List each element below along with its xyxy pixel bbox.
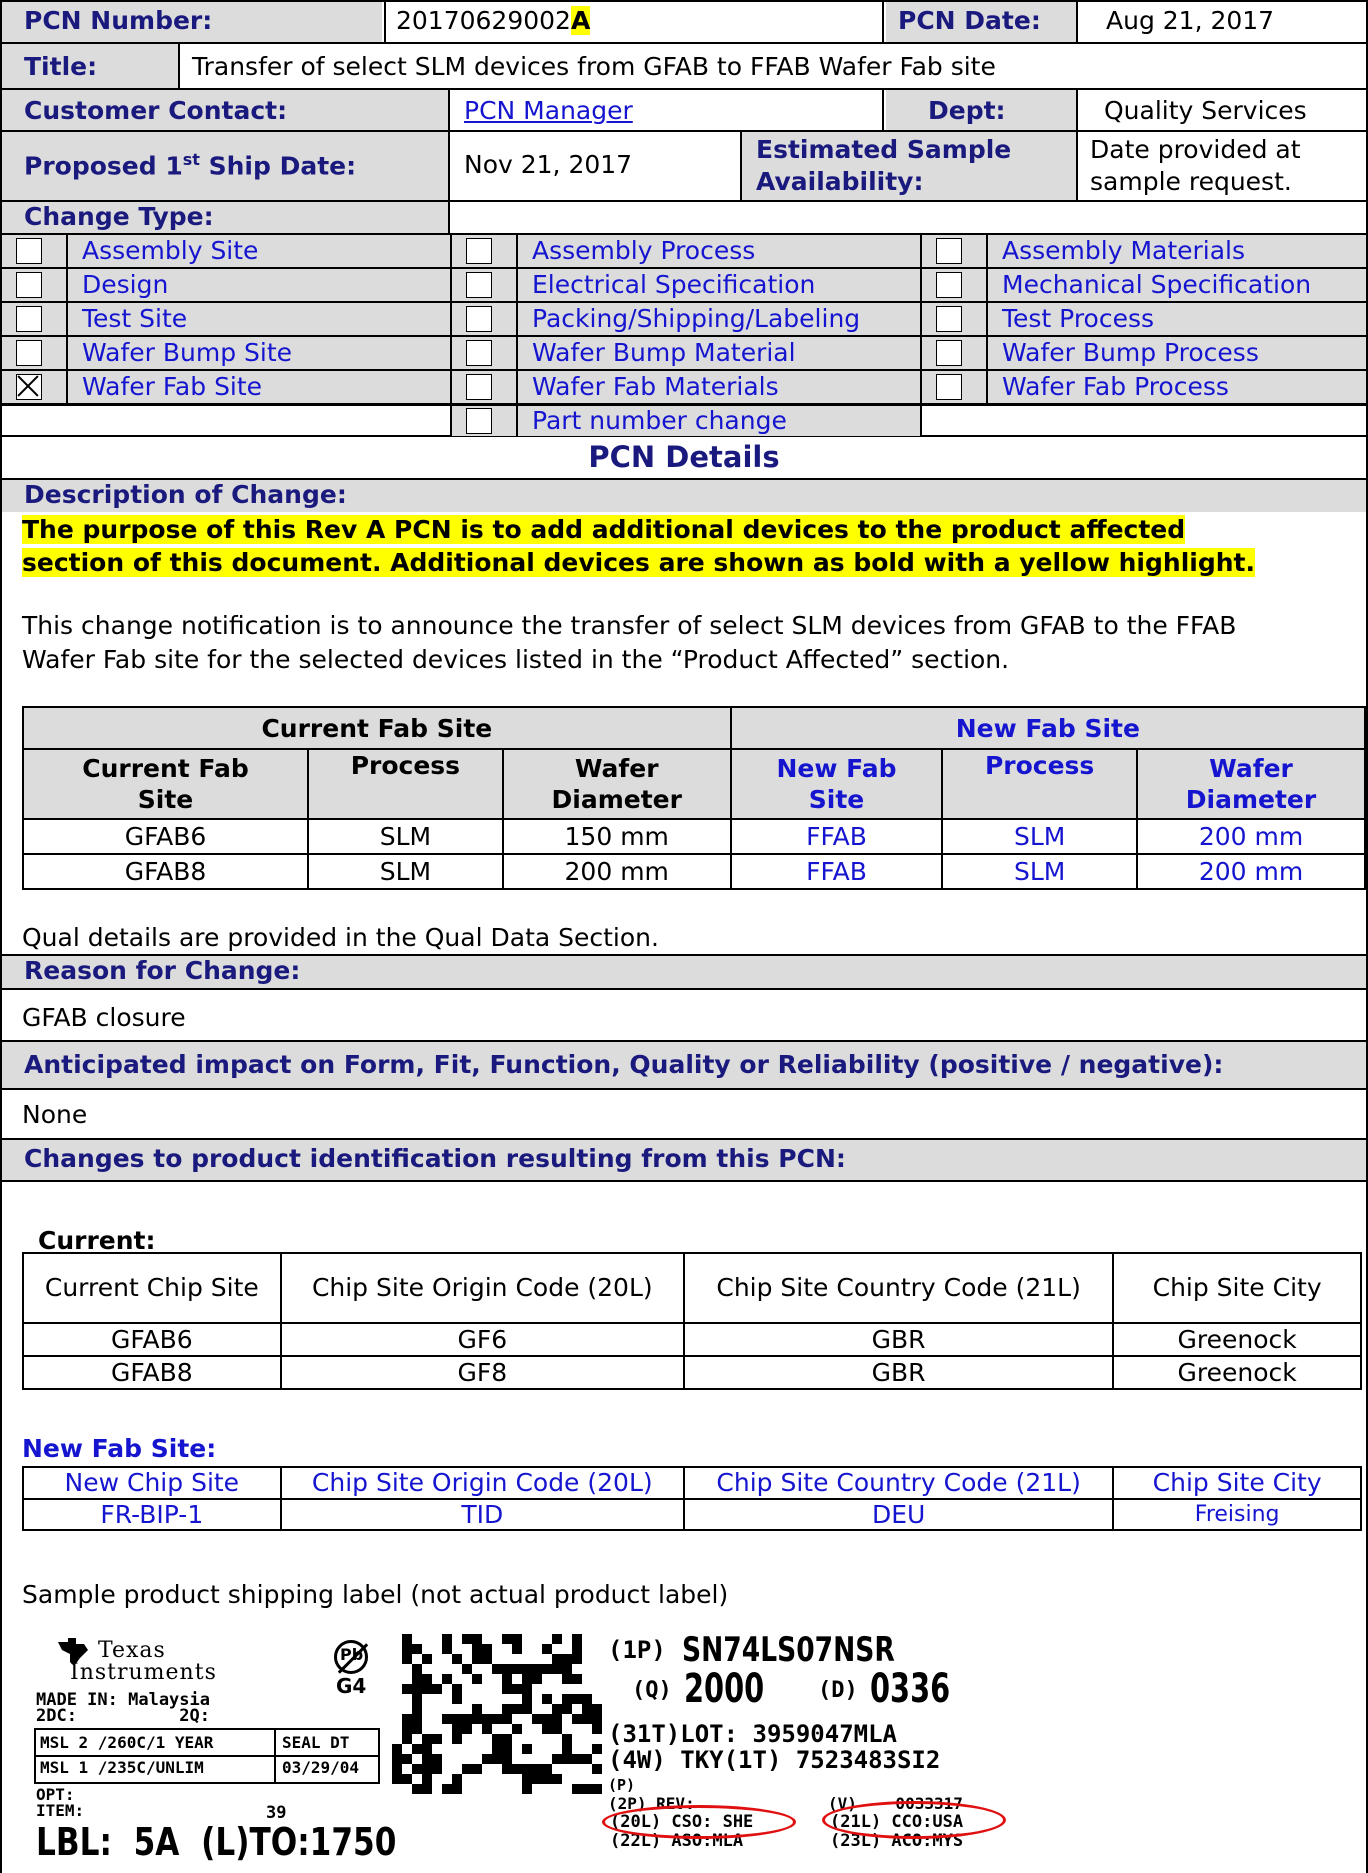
divider — [0, 1180, 1368, 1182]
table-header: Chip Site City — [1113, 1467, 1361, 1499]
ship-date-value: Nov 21, 2017 — [450, 132, 742, 200]
reason-value: GFAB closure — [22, 1003, 186, 1032]
header-line: Current Fab — [82, 754, 249, 783]
barcode-2d-icon — [392, 1634, 602, 1794]
change-type-label: Wafer Fab Site — [82, 372, 263, 401]
checkbox-icon[interactable] — [936, 306, 962, 332]
contact-label: Customer Contact: — [2, 90, 450, 130]
checkbox-icon[interactable] — [936, 340, 962, 366]
rev-highlight-note — [22, 513, 1255, 579]
part-number-label: Part number change — [532, 406, 787, 435]
rev-line: (2P) REV: — [608, 1794, 695, 1813]
sample-label-caption: Sample product shipping label (not actual product label) — [22, 1580, 729, 1609]
d-value: 0336 — [870, 1666, 951, 1712]
change-type-option[interactable] — [450, 337, 920, 371]
change-type-label: Wafer Bump Process — [1002, 338, 1259, 367]
change-description — [22, 609, 1236, 677]
table-cell: GF8 — [281, 1356, 684, 1389]
reason-label: Reason for Change: — [2, 956, 1366, 988]
header-line: Diameter — [551, 785, 682, 814]
part-number-checkbox[interactable] — [466, 408, 492, 434]
change-type-option[interactable] — [2, 235, 450, 269]
change-type-label: Packing/Shipping/Labeling — [532, 304, 861, 333]
change-type-label: Assembly Process — [532, 236, 756, 265]
new-chip-site-table — [22, 1466, 1362, 1531]
change-type-label: Assembly Materials — [1002, 236, 1246, 265]
label-1p-prefix: (1P) — [608, 1636, 666, 1664]
table-cell: 150 mm — [503, 819, 731, 854]
change-type-label: Wafer Fab Process — [1002, 372, 1229, 401]
table-cell: DEU — [684, 1499, 1113, 1530]
description-line-2: Wafer Fab site for the selected devices listed in the “Product Affected” section. — [22, 645, 1010, 674]
new-fab-group-header: New Fab Site — [731, 707, 1365, 749]
table-header: Current Chip Site — [23, 1253, 281, 1323]
table-cell: TID — [281, 1499, 684, 1530]
checkbox-icon[interactable] — [16, 340, 42, 366]
identification-label: Changes to product identification resulting from this PCN: — [2, 1140, 1366, 1180]
msl-line-2: MSL 1 /235C/UNLIM — [40, 1758, 204, 1777]
pcn-details-heading: PCN Details — [588, 440, 780, 474]
cso-line: (20L) CSO: SHE — [610, 1812, 754, 1832]
shipping-label-image — [22, 1628, 1342, 1873]
change-type-label: Change Type: — [2, 202, 450, 234]
d-label: (D) — [818, 1678, 858, 1703]
pb-free-icon — [334, 1640, 368, 1674]
table-header: Chip Site Origin Code (20L) — [281, 1253, 684, 1323]
table-header-row — [23, 1253, 1361, 1323]
cso-highlight-ellipse — [602, 1805, 796, 1839]
impact-label: Anticipated impact on Form, Fit, Function, Quality or Reliability (positive / negative): — [2, 1042, 1366, 1088]
fab-table-header — [942, 749, 1137, 819]
change-type-option[interactable] — [920, 269, 1366, 303]
table-cell: GFAB8 — [23, 854, 308, 889]
header-line: Diameter — [1185, 785, 1317, 814]
g4-mark: G4 — [336, 1674, 367, 1698]
msl-line-1: MSL 2 /260C/1 YEAR — [40, 1733, 214, 1752]
change-type-option[interactable] — [920, 337, 1366, 371]
table-cell: GBR — [684, 1356, 1113, 1389]
header-line: Wafer — [1209, 754, 1293, 783]
table-cell: FFAB — [731, 854, 943, 889]
impact-value: None — [22, 1100, 88, 1129]
part-number-change-option[interactable] — [452, 406, 920, 436]
checkbox-checked-icon[interactable] — [16, 374, 42, 400]
table-row — [23, 1356, 1361, 1389]
divider — [516, 269, 518, 301]
divider — [66, 303, 68, 335]
change-type-option[interactable] — [2, 371, 450, 405]
checkbox-icon[interactable] — [466, 374, 492, 400]
table-cell: FFAB — [731, 819, 943, 854]
checkbox-icon[interactable] — [16, 306, 42, 332]
change-type-option[interactable] — [2, 269, 450, 303]
table-cell: FR-BIP-1 — [23, 1499, 281, 1530]
change-type-label: Mechanical Specification — [1002, 270, 1312, 299]
aco-line: (23L) ACO:MYS — [830, 1831, 964, 1851]
ship-label-sup: st — [182, 150, 200, 169]
pcn-manager-link[interactable]: PCN Manager — [464, 96, 633, 125]
current-fab-group-header: Current Fab Site — [23, 707, 731, 749]
qual-note: Qual details are provided in the Qual Data Section. — [22, 923, 659, 952]
table-header: Chip Site Country Code (21L) — [684, 1467, 1113, 1499]
item-line: ITEM: — [36, 1801, 85, 1820]
table-cell: 200 mm — [503, 854, 731, 889]
divider — [516, 371, 518, 403]
change-type-option[interactable] — [920, 303, 1366, 337]
lbl-line: LBL: 5A (L)TO:1750 — [36, 1820, 397, 1864]
change-type-option[interactable] — [920, 371, 1366, 405]
divider — [66, 235, 68, 267]
table-header: Chip Site Country Code (21L) — [684, 1253, 1113, 1323]
table-row — [23, 1499, 1361, 1530]
fab-table-header — [503, 749, 731, 819]
table-cell: SLM — [308, 819, 503, 854]
pcn-number-label: PCN Number: — [2, 2, 382, 42]
title-value: Transfer of select SLM devices from GFAB to FFAB Wafer Fab site — [192, 52, 996, 81]
change-type-option[interactable] — [450, 235, 920, 269]
table-cell: SLM — [308, 854, 503, 889]
contact-value — [450, 90, 884, 130]
change-type-option[interactable] — [450, 371, 920, 405]
description-line-1: This change notification is to announce the transfer of select SLM devices from GFAB to the FFAB — [22, 611, 1237, 640]
checkbox-icon[interactable] — [16, 238, 42, 264]
table-row — [23, 1323, 1361, 1356]
divider — [986, 371, 988, 403]
sample-availability-value: Date provided at sample request. — [1076, 132, 1366, 200]
table-header-row — [23, 1467, 1361, 1499]
divider — [516, 303, 518, 335]
lot-line: (31T)LOT: 3959047MLA — [608, 1720, 897, 1748]
table-cell: GBR — [684, 1323, 1113, 1356]
pcn-number-text: 20170629002 — [396, 6, 571, 35]
table-cell: Freising — [1113, 1499, 1361, 1530]
table-row — [23, 854, 1365, 889]
fab-table-header — [731, 749, 943, 819]
ship-label-text-2: Ship Date: — [199, 151, 357, 181]
dc-line: 2DC: 2Q: — [36, 1706, 210, 1726]
header-line: Site — [808, 785, 865, 814]
divider — [986, 303, 988, 335]
table-cell: GFAB6 — [23, 1323, 281, 1356]
pcn-number-value — [384, 2, 884, 42]
change-type-label: Wafer Bump Material — [532, 338, 796, 367]
ti-brand-2: Instruments — [70, 1660, 217, 1685]
divider — [66, 371, 68, 403]
v-line: (V) 0033317 — [828, 1794, 963, 1813]
table-cell: 200 mm — [1137, 819, 1365, 854]
change-type-label: Design — [82, 270, 169, 299]
divider — [36, 1755, 378, 1757]
header-line: Process — [350, 751, 461, 780]
table-cell: 200 mm — [1137, 854, 1365, 889]
change-type-option[interactable] — [450, 303, 920, 337]
description-label: Description of Change: — [2, 480, 1366, 512]
change-type-label: Test Process — [1002, 304, 1155, 333]
table-cell: Greenock — [1113, 1356, 1361, 1389]
pcn-date-label: PCN Date: — [886, 2, 1076, 42]
checkbox-icon[interactable] — [466, 306, 492, 332]
tky-line: (4W) TKY(1T) 7523483SI2 — [608, 1746, 941, 1774]
pcn-rev-letter: A — [570, 6, 591, 35]
divider — [0, 988, 1368, 990]
opt-line: OPT: — [36, 1785, 75, 1804]
seal-date: 03/29/04 — [282, 1758, 360, 1777]
divider — [920, 404, 922, 437]
table-cell: SLM — [942, 819, 1137, 854]
msl-box — [34, 1728, 380, 1784]
current-caption: Current: — [38, 1226, 156, 1255]
table-header: Chip Site City — [1113, 1253, 1361, 1323]
ti-brand-1: Texas — [98, 1638, 166, 1663]
dept-label: Dept: — [886, 90, 1076, 130]
fab-table-header — [1137, 749, 1365, 819]
dept-value: Quality Services — [1076, 90, 1366, 130]
change-type-label: Wafer Bump Site — [82, 338, 293, 367]
ship-date-label — [2, 132, 450, 200]
divider — [986, 235, 988, 267]
divider — [986, 337, 988, 369]
divider — [516, 406, 518, 436]
q-value: 2000 — [684, 1666, 765, 1712]
checkbox-icon[interactable] — [466, 340, 492, 366]
divider — [516, 337, 518, 369]
made-in: MADE IN: Malaysia — [36, 1690, 210, 1710]
change-type-label: Test Site — [82, 304, 188, 333]
change-type-option[interactable] — [450, 269, 920, 303]
pb-text: Pb — [340, 1645, 364, 1664]
checkbox-icon[interactable] — [466, 272, 492, 298]
table-cell: GF6 — [281, 1323, 684, 1356]
aso-line: (22L) ASO:MLA — [610, 1831, 744, 1851]
ship-label-text: Proposed 1 — [24, 151, 183, 181]
table-header: Chip Site Origin Code (20L) — [281, 1467, 684, 1499]
table-header: New Chip Site — [23, 1467, 281, 1499]
divider — [66, 337, 68, 369]
highlight-line-2: section of this document. Additional devices are shown as bold with a yellow highlight. — [22, 548, 1255, 577]
new-fab-caption: New Fab Site: — [22, 1434, 217, 1463]
checkbox-icon[interactable] — [16, 272, 42, 298]
sample-availability-label: Estimated Sample Availability: — [742, 132, 1076, 200]
p-line: (P) — [608, 1776, 636, 1794]
header-line: New Fab — [776, 754, 897, 783]
table-cell: Greenock — [1113, 1323, 1361, 1356]
cco-highlight-ellipse — [822, 1801, 1006, 1839]
part-number: SN74LS07NSR — [682, 1630, 895, 1670]
change-type-option[interactable] — [2, 303, 450, 337]
divider — [66, 269, 68, 301]
item-number: 39 — [266, 1803, 287, 1823]
table-cell: SLM — [942, 854, 1137, 889]
checkbox-icon[interactable] — [466, 238, 492, 264]
checkbox-icon[interactable] — [936, 238, 962, 264]
change-type-label: Wafer Fab Materials — [532, 372, 779, 401]
title-label: Title: — [2, 44, 180, 88]
table-row — [23, 819, 1365, 854]
divider — [986, 269, 988, 301]
change-type-label: Assembly Site — [82, 236, 259, 265]
divider — [516, 235, 518, 267]
seal-label: SEAL DT — [282, 1733, 350, 1752]
header-line: Site — [137, 785, 194, 814]
table-cell: GFAB6 — [23, 819, 308, 854]
change-type-label: Electrical Specification — [532, 270, 816, 299]
fab-table-header — [23, 749, 308, 819]
change-type-rows — [2, 235, 1366, 405]
header-line: Process — [984, 751, 1095, 780]
checkbox-icon[interactable] — [936, 272, 962, 298]
change-type-option[interactable] — [920, 235, 1366, 269]
fab-table-header — [308, 749, 503, 819]
change-type-option[interactable] — [2, 337, 450, 371]
checkbox-icon[interactable] — [936, 374, 962, 400]
table-cell: GFAB8 — [23, 1356, 281, 1389]
highlight-line-1: The purpose of this Rev A PCN is to add additional devices to the product affected — [22, 515, 1186, 544]
cco-line: (21L) CCO:USA — [830, 1812, 964, 1832]
pcn-date-value: Aug 21, 2017 — [1076, 2, 1366, 42]
fab-site-table — [22, 706, 1366, 890]
divider — [0, 1088, 1368, 1090]
current-chip-site-table — [22, 1252, 1362, 1390]
q-label: (Q) — [632, 1678, 672, 1703]
header-line: Wafer — [574, 754, 659, 783]
